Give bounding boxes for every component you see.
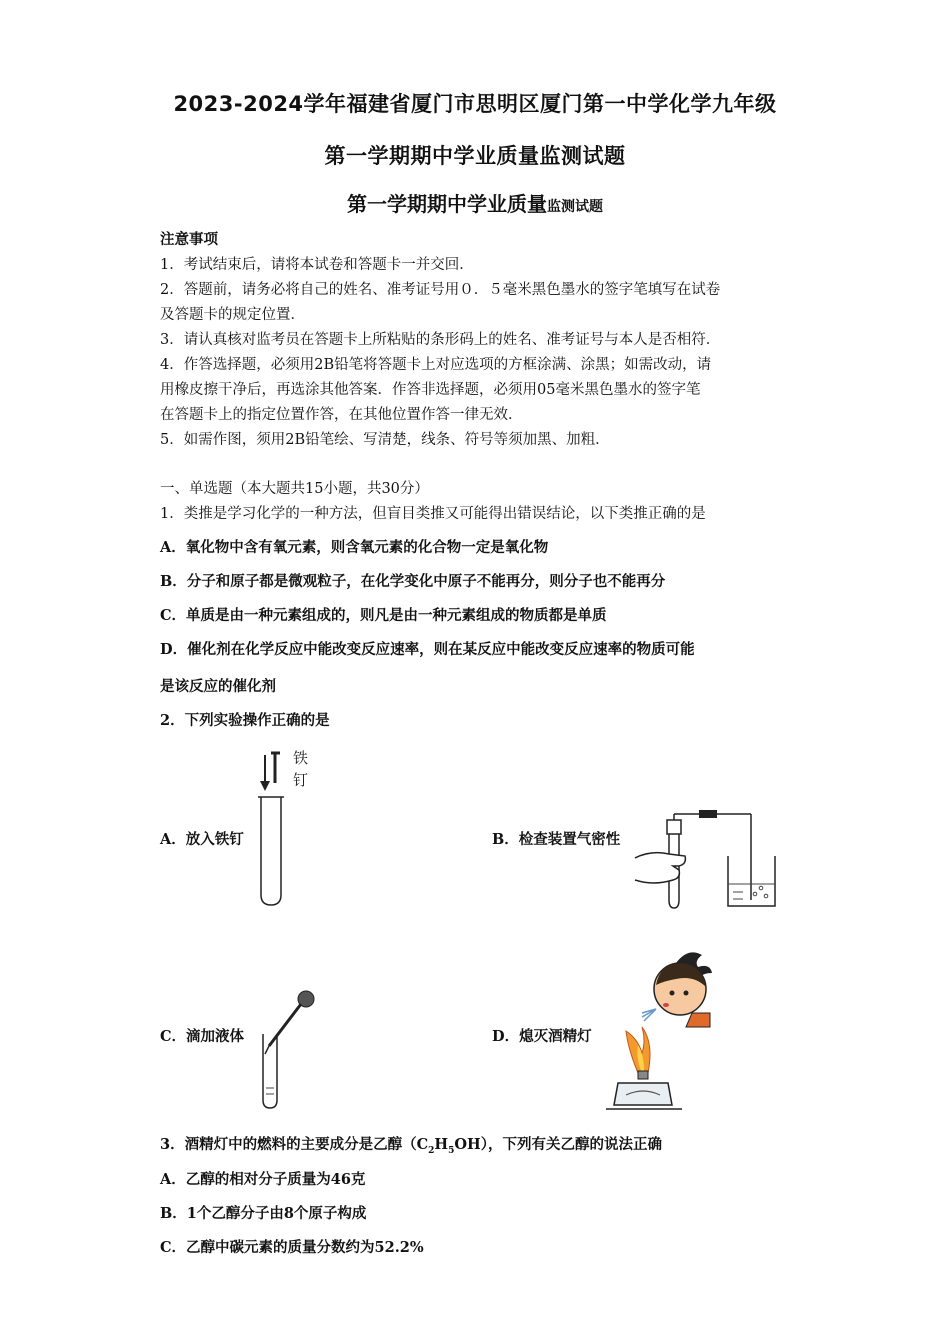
nail-label-char-2: 钉: [293, 771, 309, 789]
q1-option-c: C．单质是由一种元素组成的，则凡是由一种元素组成的物质都是单质: [160, 607, 607, 624]
q1-option-d: D．催化剂在化学反应中能改变反应速率，则在某反应中能改变反应速率的物质可能: [160, 641, 695, 658]
notice-heading: 注意事项: [160, 231, 218, 248]
q3-formula-sub-1: 2: [428, 1145, 435, 1156]
q3-stem: [160, 1133, 662, 1156]
notice-item-2-cont: 及答题卡的规定位置．: [160, 307, 305, 323]
notice-item-5: 5．如需作图，须用2B铅笔绘、写清楚，线条、符号等须加黑、加粗．: [160, 432, 610, 448]
exam-subtitle: [0, 188, 950, 217]
q3-option-c: C．乙醇中碳元素的质量分数约为52.2%: [160, 1239, 424, 1256]
notice-item-1: 1．考试结束后，请将本试卷和答题卡一并交回．: [160, 257, 474, 273]
q1-stem: 1．类推是学习化学的一种方法，但盲目类推又可能得出错误结论，以下类推正确的是: [160, 506, 706, 522]
nail-label-char-1: 铁: [293, 749, 309, 767]
q1-option-a: A．氧化物中含有氧元素，则含氧元素的化合物一定是氧化物: [160, 539, 549, 556]
extinguish-alcohol-lamp-figure: [598, 945, 728, 1115]
notice-item-2: 2．答题前，请务必将自己的姓名、准考证号用０．５毫米黑色墨水的签字笔填写在试卷: [160, 282, 721, 298]
q1-option-d-cont: 是该反应的催化剂: [160, 678, 276, 695]
dropper-liquid-figure: [255, 988, 325, 1113]
q3-stem-pre: 3．酒精灯中的燃料的主要成分是乙醇（C: [160, 1136, 429, 1153]
section-heading: 一、单选题（本大题共15小题，共30分）: [160, 481, 429, 497]
exam-title-line2: 第一学期期中学业质量监测试题: [324, 144, 626, 168]
notice-item-4-cont1: 用橡皮擦干净后，再选涂其他答案．作答非选择题，必须用05毫米黑色墨水的签字笔: [160, 382, 701, 398]
airtightness-check-figure: [633, 800, 783, 912]
q2-option-b: B．检查装置气密性: [492, 831, 621, 848]
q3-stem-post: OH），下列有关乙醇的说法正确: [454, 1136, 662, 1153]
notice-item-4: 4．作答选择题，必须用2B铅笔将答题卡上对应选项的方框涂满、涂黑；如需改动，请: [160, 357, 712, 373]
q3-option-a: A．乙醇的相对分子质量为46克: [160, 1171, 366, 1188]
q1-option-b: B．分子和原子都是微观粒子，在化学变化中原子不能再分，则分子也不能再分: [160, 573, 666, 590]
q3-formula-sub-2: 5: [448, 1145, 455, 1156]
test-tube-iron-nail-figure: [255, 745, 325, 910]
q3-option-b: B．1个乙醇分子由8个原子构成: [160, 1205, 367, 1222]
subtitle-large-text: 第一学期期中学业质量: [347, 192, 547, 216]
exam-title-line1: 2023-2024学年福建省厦门市思明区厦门第一中学化学九年级: [173, 92, 777, 116]
q3-formula-h: H: [434, 1136, 449, 1153]
subtitle-small-text: 监测试题: [547, 199, 603, 215]
q2-stem: 2．下列实验操作正确的是: [160, 712, 330, 729]
notice-item-3: 3．请认真核对监考员在答题卡上所粘贴的条形码上的姓名、准考证号与本人是否相符．: [160, 332, 721, 348]
q2-option-d: D．熄灭酒精灯: [492, 1028, 592, 1045]
notice-item-4-cont2: 在答题卡上的指定位置作答，在其他位置作答一律无效．: [160, 407, 523, 423]
q2-option-c: C．滴加液体: [160, 1028, 245, 1045]
q2-option-a: A．放入铁钉: [160, 831, 244, 848]
